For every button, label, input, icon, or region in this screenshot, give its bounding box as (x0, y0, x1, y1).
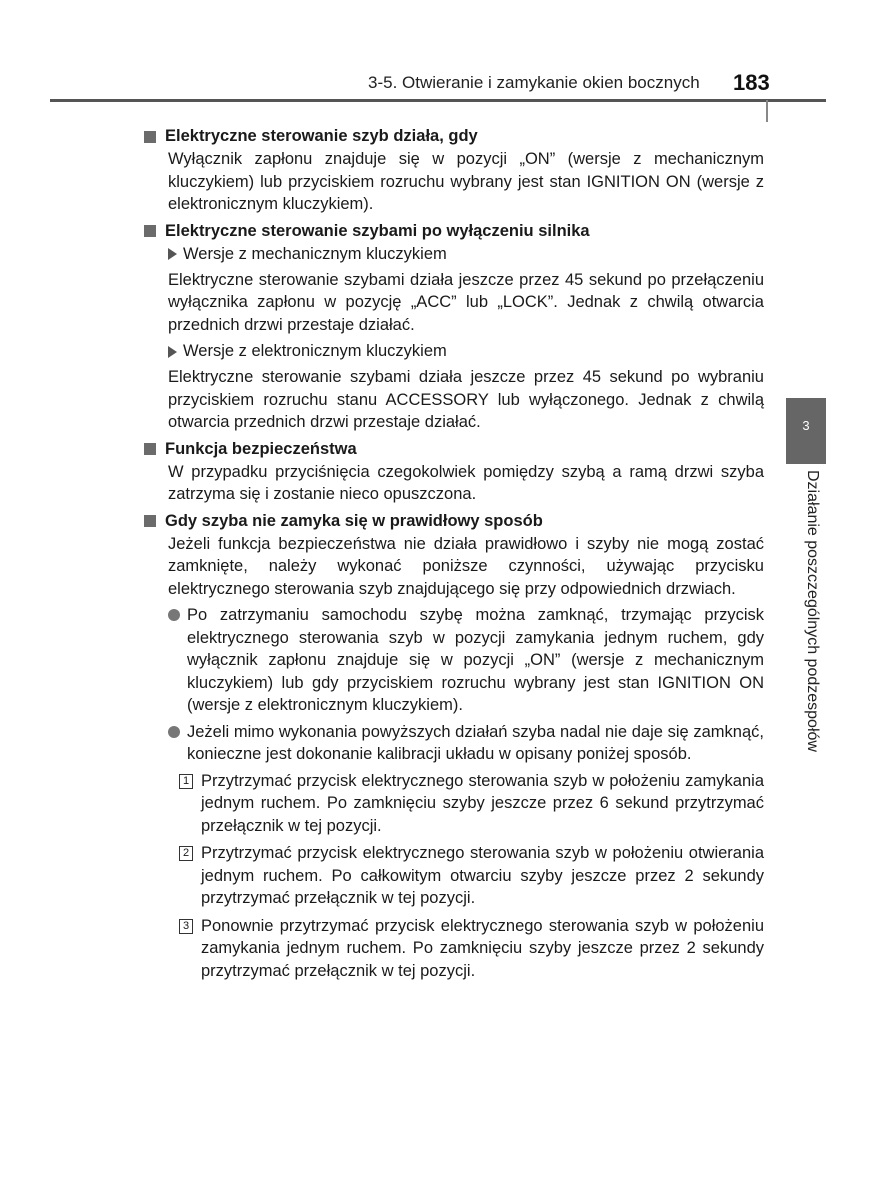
subheading-text: Wersje z mechanicznym kluczykiem (183, 244, 447, 263)
square-bullet-icon (144, 225, 156, 237)
section-heading-text: Elektryczne sterowanie szyb działa, gdy (165, 127, 478, 145)
paragraph: Jeżeli funkcja bezpieczeństwa nie działa prawidłowo i szyby nie mogą zostać zamknięte, należy wykonać poniższe czynności, używając przycisku elektrycznego sterowania szyb znajdującego się przy odpowiednich drzwiach. (168, 534, 764, 598)
section-heading-text: Funkcja bezpieczeństwa (165, 439, 357, 458)
header-divider (50, 99, 826, 102)
page-number: 183 (733, 70, 770, 95)
section-header-title: 3-5. Otwieranie i zamykanie okien bocznych (368, 73, 700, 92)
section-heading (144, 510, 764, 533)
triangle-right-icon (168, 248, 177, 260)
section-4 (144, 510, 764, 983)
section-heading-text: Gdy szyba nie zamyka się w prawidłowy sposób (165, 511, 543, 530)
list-item-text: Po zatrzymaniu samochodu szybę można zamknąć, trzymając przycisk elektrycznego sterowania szyb w pozycji zamykania jednym ruchem, gdy wyłącznik zapłonu znajduje się w pozycji „ON” (wersje z mechanicznym kluczykiem) lub gdy przyciskiem rozruchu wybrany jest stan IGNITION ON (wersje z elektronicznym kluczykiem). (187, 606, 764, 714)
step-item (179, 915, 764, 983)
list-item (168, 721, 764, 766)
step-text: Przytrzymać przycisk elektrycznego sterowania szyb w położeniu otwierania jednym ruchem. Po całkowitym otwarciu szyby jeszcze przez 2 sekundy przytrzymać przełącznik w tej pozycji. (201, 844, 764, 907)
section-3 (144, 438, 764, 506)
step-text: Ponownie przytrzymać przycisk elektrycznego sterowania szyb w położeniu zamykania jednym ruchem. Po zamknięciu szyby jeszcze przez 2 sekundy przytrzymać przełącznik w tej pozycji. (201, 916, 764, 980)
section-2 (144, 220, 764, 434)
circle-bullet-icon (168, 609, 180, 621)
square-bullet-icon (144, 443, 156, 455)
section-heading (144, 438, 764, 461)
circle-bullet-icon (168, 726, 180, 738)
subheading (168, 243, 764, 266)
section-heading (144, 220, 764, 243)
paragraph: Elektryczne sterowanie szybami działa jeszcze przez 45 sekund po wybraniu przyciskiem rozruchu stanu ACCESSORY lub wyłączonego. Jednak z chwilą otwarcia przednich drzwi przestaje działać. (168, 368, 764, 431)
section-heading-text: Elektryczne sterowanie szybami po wyłączeniu silnika (165, 221, 590, 240)
subheading-text: Wersje z elektronicznym kluczykiem (183, 342, 447, 360)
section-1 (144, 125, 764, 216)
step-item (179, 770, 764, 838)
step-number-box: 1 (179, 774, 193, 789)
section-heading (144, 125, 764, 148)
chapter-tab-label: Działanie poszczególnych podzespołów (804, 470, 821, 752)
chapter-tab-number: 3 (802, 418, 810, 433)
paragraph: Wyłącznik zapłonu znajduje się w pozycji „ON” (wersje z mechanicznym kluczykiem) lub przyciskiem rozruchu wybrany jest stan IGNITION ON (wersje z elektronicznym kluczykiem). (168, 150, 764, 213)
square-bullet-icon (144, 131, 156, 143)
square-bullet-icon (144, 515, 156, 527)
paragraph: W przypadku przyciśnięcia czegokolwiek pomiędzy szybą a ramą drzwi szyba zatrzyma się i zostanie nieco opuszczona. (168, 462, 764, 503)
step-item (179, 842, 764, 910)
step-number-box: 3 (179, 919, 193, 934)
list-item-text: Jeżeli mimo wykonania powyższych działań szyba nadal nie daje się zamknąć, konieczne jest dokonanie kalibracji układu w opisany poniżej sposób. (187, 722, 764, 763)
list-item (168, 604, 764, 717)
step-number-box: 2 (179, 846, 193, 861)
subheading (168, 340, 764, 363)
triangle-right-icon (168, 346, 177, 358)
paragraph: Elektryczne sterowanie szybami działa jeszcze przez 45 sekund po przełączeniu wyłącznika zapłonu w pozycję „ACC” lub „LOCK”. Jednak z chwilą otwarcia przednich drzwi przestaje działać. (168, 270, 764, 334)
header-tick-divider (766, 100, 768, 122)
page-content (144, 123, 764, 987)
step-text: Przytrzymać przycisk elektrycznego sterowania szyb w położeniu zamykania jednym ruchem. Po zamknięciu szyby jeszcze przez 6 sekund przytrzymać przełącznik w tej pozycji. (201, 771, 764, 835)
